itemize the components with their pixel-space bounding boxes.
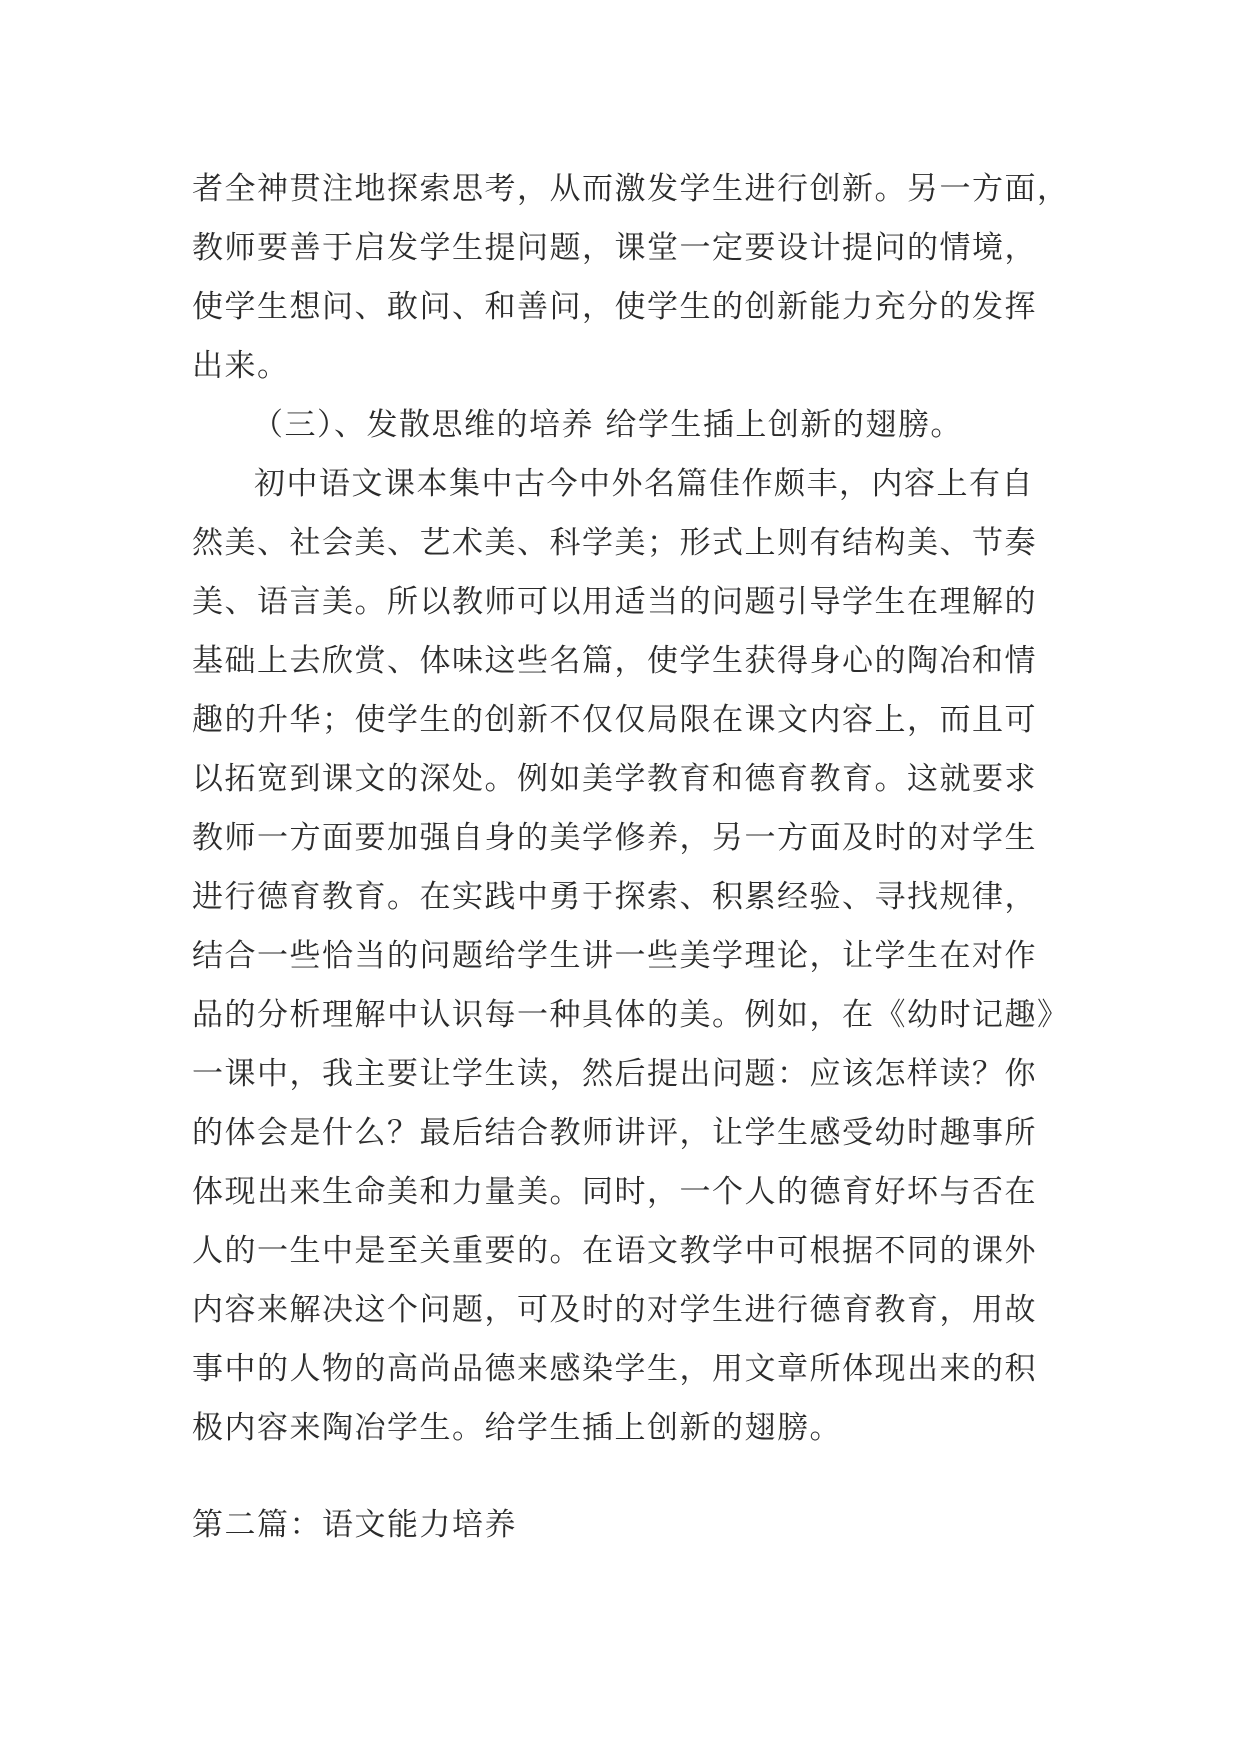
paragraph-line: 美、语言美。所以教师可以用适当的问题引导学生在理解的	[192, 584, 1037, 620]
paragraph-line: 教师一方面要加强自身的美学修养，另一方面及时的对学生	[192, 820, 1037, 856]
paragraph-line: 出来。	[192, 348, 290, 384]
paragraph-line: 进行德育教育。在实践中勇于探索、积累经验、寻找规律，	[192, 879, 1037, 915]
next-section-title: 第二篇：语文能力培养	[192, 1507, 517, 1543]
paragraph-line: 使学生想问、敢问、和善问，使学生的创新能力充分的发挥	[192, 289, 1037, 325]
paragraph-line: 人的一生中是至关重要的。在语文教学中可根据不同的课外	[192, 1233, 1037, 1269]
paragraph-line: 的体会是什么？最后结合教师讲评，让学生感受幼时趣事所	[192, 1115, 1037, 1151]
paragraph-line: 结合一些恰当的问题给学生讲一些美学理论，让学生在对作	[192, 938, 1037, 974]
paragraph-line: 初中语文课本集中古今中外名篇佳作颇丰，内容上有自	[254, 466, 1034, 502]
paragraph-line: 事中的人物的高尚品德来感染学生，用文章所体现出来的积	[192, 1351, 1037, 1387]
paragraph-line: 以拓宽到课文的深处。例如美学教育和德育教育。这就要求	[192, 761, 1037, 797]
document-body	[192, 160, 1070, 1458]
paragraph-line: 极内容来陶冶学生。给学生插上创新的翅膀。	[192, 1410, 842, 1446]
paragraph-line: 基础上去欣赏、体味这些名篇，使学生获得身心的陶冶和情	[192, 643, 1037, 679]
paragraph-line: 然美、社会美、艺术美、科学美；形式上则有结构美、节奏	[192, 525, 1037, 561]
paragraph-line: 内容来解决这个问题，可及时的对学生进行德育教育，用故	[192, 1292, 1037, 1328]
paragraph-line: 品的分析理解中认识每一种具体的美。例如，在《幼时记趣》	[192, 997, 1070, 1033]
section-heading: （三）、发散思维的培养 给学生插上创新的翅膀。	[252, 407, 963, 443]
paragraph-line: 体现出来生命美和力量美。同时，一个人的德育好坏与否在	[192, 1174, 1037, 1210]
paragraph-line: 者全神贯注地探索思考，从而激发学生进行创新。另一方面，	[192, 171, 1070, 207]
paragraph-line: 一课中，我主要让学生读，然后提出问题：应该怎样读？你	[192, 1056, 1037, 1092]
paragraph-line: 趣的升华；使学生的创新不仅仅局限在课文内容上，而且可	[192, 702, 1037, 738]
paragraph-line: 教师要善于启发学生提问题，课堂一定要设计提问的情境，	[192, 230, 1037, 266]
